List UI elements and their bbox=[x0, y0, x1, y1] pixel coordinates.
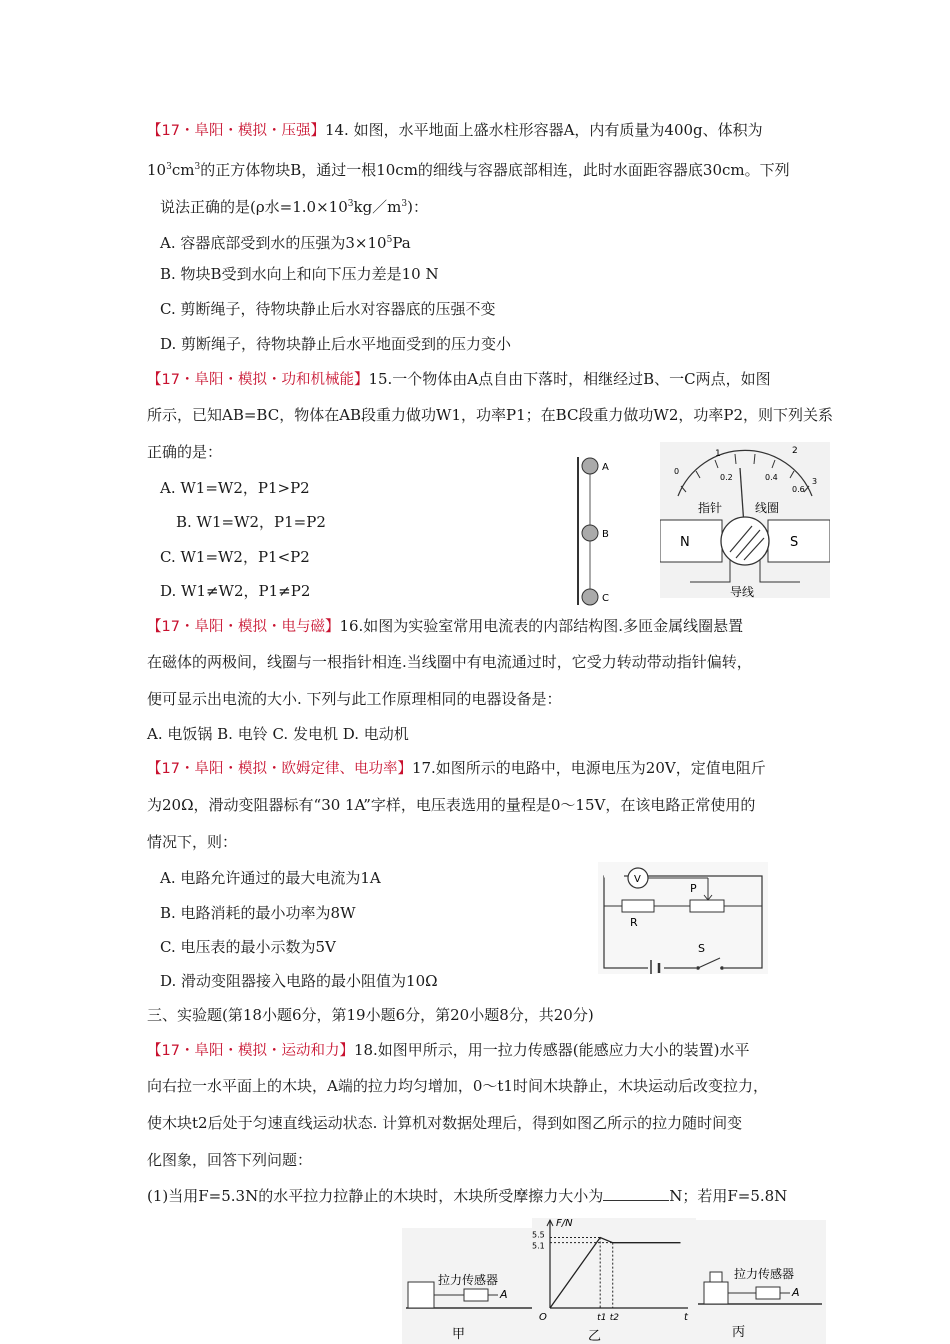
x-tick-label: t1 bbox=[597, 1313, 607, 1323]
wire-label: 导线 bbox=[730, 585, 755, 599]
q17-option-a: A. 电路允许通过的最大电流为1A bbox=[160, 869, 381, 887]
q15-option-d: D. W1≠W2，P1≠P2 bbox=[160, 582, 311, 600]
force-sensor bbox=[756, 1287, 780, 1299]
q14-option-a: A. 容器底部受到水的压强为$3\times 10^5Pa$ bbox=[160, 234, 411, 252]
origin-label: O bbox=[539, 1312, 547, 1323]
q18-line2: 向右拉一水平面上的木块，A端的拉力均匀增加，0～t1时间木块静止，木块运动后改变拉力， bbox=[147, 1077, 768, 1095]
y-axis-label: F/N bbox=[556, 1218, 573, 1229]
scale-label-0-2: 0.2 bbox=[720, 473, 733, 482]
south-magnet bbox=[768, 520, 830, 562]
q15-option-a: A. W1=W2，P1>P2 bbox=[160, 479, 310, 497]
q14-tag: 【17・阜阳・模拟・压强】 bbox=[147, 123, 325, 139]
endpoint-label: A bbox=[792, 1286, 800, 1299]
slider-label: P bbox=[690, 882, 697, 895]
q15-line2: 所示，已知AB=BC，物体在AB段重力做功W1，功率P1；在BC段重力做功W2，功率P2，则下列关系 bbox=[147, 406, 834, 424]
label-b: B bbox=[602, 529, 609, 540]
q17-option-d: D. 滑动变阻器接入电路的最小阻值为10Ω bbox=[160, 972, 438, 990]
ball-b bbox=[582, 525, 598, 541]
switch-gap bbox=[696, 962, 724, 974]
caption-yi: 乙 bbox=[588, 1329, 602, 1344]
falling-ball-figure bbox=[570, 455, 620, 607]
wooden-block bbox=[408, 1282, 434, 1308]
endpoint-label: A bbox=[500, 1288, 508, 1301]
caption-bing: 丙 bbox=[732, 1325, 746, 1340]
q17-option-b: B. 电路消耗的最小功率为8W bbox=[160, 904, 356, 922]
q15-line3: 正确的是： bbox=[147, 443, 223, 461]
section-3-title: 三、实验题(第18小题6分，第19小题6分，第20小题8分，共20分) bbox=[147, 1006, 594, 1024]
ammeter-figure bbox=[660, 440, 830, 600]
q15-option-b: B. W1=W2，P1=P2 bbox=[176, 513, 326, 531]
coil-label: 线圈 bbox=[755, 501, 780, 515]
q16-options: A. 电饭锅 B. 电铃 C. 发电机 D. 电动机 bbox=[147, 725, 409, 743]
q16-line3: 便可显示出电流的大小. 下列与此工作原理相同的电器设备是： bbox=[147, 690, 562, 708]
resistor-label: R bbox=[630, 916, 638, 929]
q15-option-c: C. W1=W2，P1<P2 bbox=[160, 548, 310, 566]
voltmeter-label: V bbox=[634, 874, 641, 885]
wooden-block bbox=[704, 1282, 728, 1304]
q18-sub1: (1)当用F=5.3N的水平拉力拉静止的木块时，木块所受摩擦力大小为 N；若用F=5.8N bbox=[147, 1187, 788, 1205]
figure-jia bbox=[402, 1228, 542, 1344]
y-tick-label: 5.5 bbox=[532, 1230, 545, 1240]
scale-label-1: 1 bbox=[715, 449, 721, 459]
resistor-symbol bbox=[622, 900, 654, 912]
x-tick-label: t2 bbox=[609, 1313, 619, 1323]
ball-c bbox=[582, 589, 598, 605]
ball-a bbox=[582, 458, 598, 474]
label-a: A bbox=[602, 462, 609, 473]
q17-option-c: C. 电压表的最小示数为5V bbox=[160, 938, 336, 956]
q15-line1: 【17・阜阳・模拟・功和机械能】15.一个物体由A点自由下落时，相继经过B、一C两点，如图 bbox=[147, 370, 771, 388]
scale-label-3: 3 bbox=[812, 477, 818, 486]
switch-pivot bbox=[696, 966, 700, 970]
scale-label-0-6: 0.6 bbox=[792, 485, 805, 494]
switch-label: S bbox=[698, 942, 705, 955]
q14-option-d: D. 剪断绳子，待物块静止后水平地面受到的压力变小 bbox=[160, 335, 512, 353]
q14-line3: 说法正确的是(ρ水$=1.0\times 10^3kg/m^3$)： bbox=[160, 198, 428, 216]
circuit-figure bbox=[598, 862, 768, 974]
north-magnet bbox=[660, 520, 722, 562]
weight-on-block bbox=[710, 1272, 722, 1282]
q14-option-b: B. 物块B受到水向上和向下压力差是10 N bbox=[160, 265, 439, 283]
q18-line4: 化图象，回答下列问题： bbox=[147, 1151, 313, 1169]
x-axis-label: t bbox=[684, 1312, 688, 1323]
force-sensor bbox=[464, 1289, 488, 1301]
figure-background bbox=[598, 862, 768, 974]
q14-line1: 【17・阜阳・模拟・压强】14. 如图，水平地面上盛水柱形容器A，内有质量为400g、体积为 bbox=[147, 121, 763, 139]
scale-label-0-4: 0.4 bbox=[765, 473, 778, 482]
sensor-label: 拉力传感器 bbox=[438, 1273, 499, 1287]
q14-option-c: C. 剪断绳子，待物块静止后水对容器底的压强不变 bbox=[160, 300, 496, 318]
scale-label-0: 0 bbox=[674, 467, 680, 476]
q16-tag: 【17・阜阳・模拟・电与磁】 bbox=[147, 619, 340, 635]
q17-tag: 【17・阜阳・模拟・欧姆定律、电功率】 bbox=[147, 761, 412, 777]
q18-line3: 使木块t2后处于匀速直线运动状态. 计算机对数据处理后，得到如图乙所示的拉力随时间变 bbox=[147, 1114, 743, 1132]
answer-blank[interactable] bbox=[603, 1186, 669, 1201]
north-label: N bbox=[680, 535, 690, 550]
south-label: S bbox=[790, 535, 799, 550]
q16-line2: 在磁体的两极间，线圈与一根指针相连.当线圈中有电流通过时，它受力转动带动指针偏转， bbox=[147, 653, 752, 671]
q17-line3: 情况下，则： bbox=[147, 833, 238, 851]
q18-line1: 【17・阜阳・模拟・运动和力】18.如图甲所示，用一拉力传感器(能感应力大小的装置)水平 bbox=[147, 1041, 750, 1059]
q17-line2: 为20Ω，滑动变阻器标有“30 1A”字样，电压表选用的量程是0～15V，在该电路正常使用的 bbox=[147, 796, 756, 814]
switch-contact bbox=[720, 966, 724, 970]
q17-line1: 【17・阜阳・模拟・欧姆定律、电功率】17.如图所示的电路中，电源电压为20V，定值电阻斤 bbox=[147, 759, 766, 777]
scale-label-2: 2 bbox=[792, 446, 798, 456]
figure-background bbox=[532, 1218, 696, 1344]
caption-jia: 甲 bbox=[452, 1327, 466, 1342]
pointer-label: 指针 bbox=[698, 501, 723, 515]
sensor-label: 拉力传感器 bbox=[734, 1267, 795, 1281]
rheostat-symbol bbox=[690, 900, 724, 912]
q18-tag: 【17・阜阳・模拟・运动和力】 bbox=[147, 1043, 354, 1059]
label-c: C bbox=[602, 593, 609, 604]
y-tick-label: 5.1 bbox=[532, 1241, 545, 1251]
q14-line2: $10^3cm^3$的正方体物块B，通过一根10cm的细线与容器底部相连，此时水面距容器底30cm。下列 bbox=[147, 161, 790, 179]
q16-line1: 【17・阜阳・模拟・电与磁】16.如图为实验室常用电流表的内部结构图.多匝金属线圈悬置 bbox=[147, 617, 744, 635]
figure-bing bbox=[696, 1220, 826, 1344]
figure-yi-chart bbox=[532, 1218, 696, 1344]
q15-tag: 【17・阜阳・模拟・功和机械能】 bbox=[147, 372, 369, 388]
